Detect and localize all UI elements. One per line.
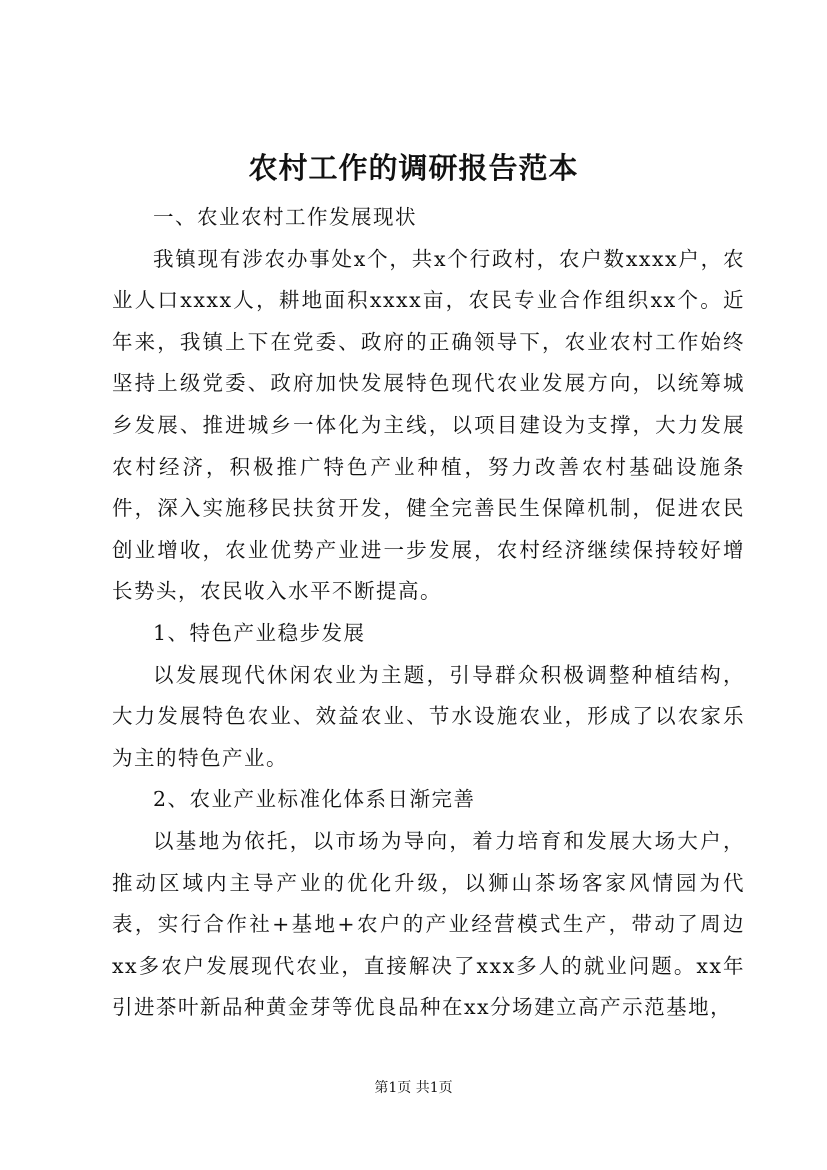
body-paragraph: 我镇现有涉农办事处x个，共x个行政村，农户数xxxx户，农业人口xxxx人，耕地面积xxxx亩，农民专业合作组织xx个。近年来，我镇上下在党委、政府的正确领导下，农业农村工作始终坚持上级党委、政府加快发展特色现代农业发展方向，以统筹城乡发展、推进城乡一体化为主线，以项目建设为支撑，大力发展农村经济，积极推广特色产业种植，努力改善农村基础设施条件，深入实施移民扶贫开发，健全完善民生保障机制，促进农民创业增收，农业优势产业进一步发展，农村经济继续保持较好增长势头，农民收入水平不断提高。 <box>112 246 745 604</box>
subsection-heading: 1、特色产业稳步发展 <box>153 620 366 645</box>
section-heading: 一、农业农村工作发展现状 <box>153 205 417 229</box>
body-paragraph: 以发展现代休闲农业为主题，引导群众积极调整种植结构，大力发展特色农业、效益农业、节水设施农业，形成了以农家乐为主的特色产业。 <box>112 662 745 770</box>
body-paragraph: 以基地为依托，以市场为导向，着力培育和发展大场大户，推动区域内主导产业的优化升级，以狮山茶场客家风情园为代表，实行合作社+基地+农户的产业经营模式生产，带动了周边xx多农户发展现代农业，直接解决了xxx多人的就业问题。xx年引进茶叶新品种黄金芽等优良品种在xx分场建立高产示范基地， <box>112 828 745 1020</box>
subsection-heading: 2、农业产业标准化体系日渐完善 <box>153 787 476 812</box>
page-footer: 第1页 共1页 <box>374 1080 453 1096</box>
document-body <box>112 197 745 1029</box>
document-title: 农村工作的调研报告范本 <box>248 151 579 185</box>
